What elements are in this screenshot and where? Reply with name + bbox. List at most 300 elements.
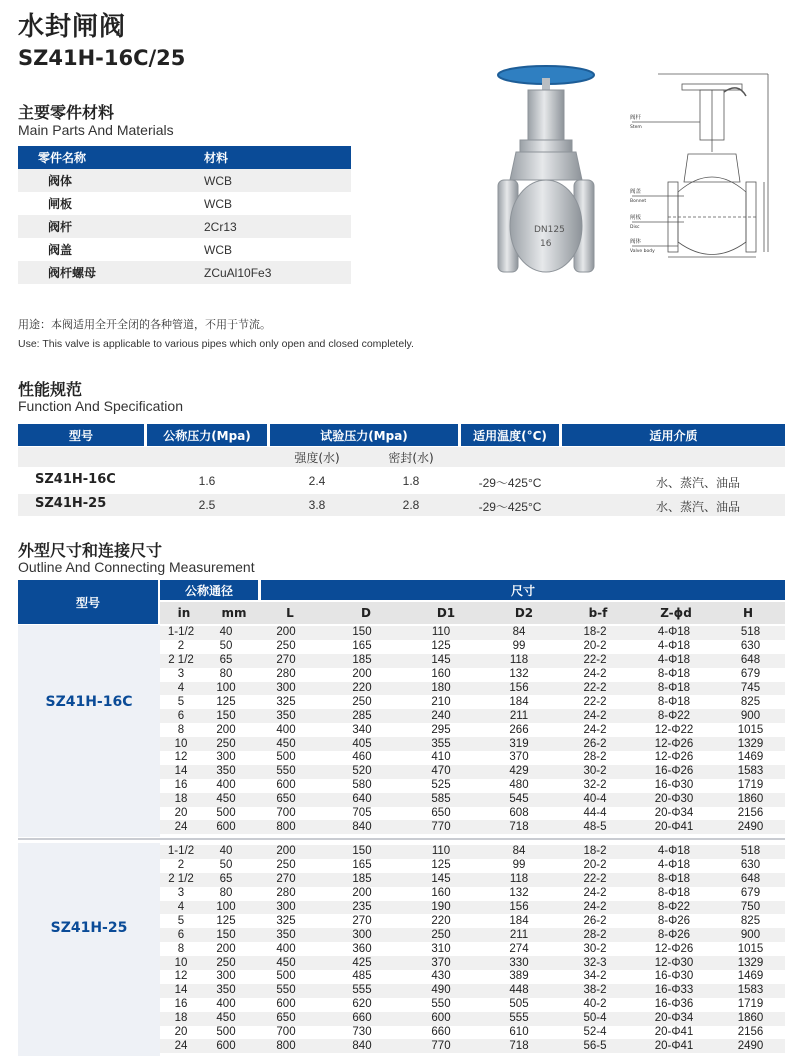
- cell-mm: 300: [216, 751, 236, 764]
- cell-d1: 110: [402, 845, 480, 859]
- cell-h: 825: [740, 695, 761, 708]
- cell-h: 2490: [716, 820, 785, 834]
- cell-l: 500: [276, 751, 296, 764]
- cell-in: 3: [177, 668, 185, 681]
- cell-d2: 211: [480, 709, 558, 723]
- cell-zd: 16-Φ30: [654, 779, 694, 792]
- cell-l: 300: [250, 682, 322, 696]
- cell-d: 705: [352, 807, 372, 820]
- cell-mm: 65: [202, 873, 250, 887]
- cell-h: 1015: [737, 942, 764, 955]
- cell-zd: 20-Φ34: [632, 1012, 716, 1026]
- function-heading-cn: 性能规范: [18, 380, 83, 399]
- cell-in: 18: [160, 1012, 202, 1026]
- cell-l: 300: [250, 901, 322, 915]
- function-heading-en: Function And Specification: [18, 398, 183, 414]
- cell-h: 648: [716, 873, 785, 887]
- outline-model-label: SZ41H-25: [50, 920, 128, 936]
- cell-bf: 30-2: [558, 765, 632, 779]
- cell-d: 730: [352, 1026, 372, 1039]
- cell-h: 1329: [716, 737, 785, 751]
- table-row: [160, 654, 785, 668]
- table-row: [160, 793, 785, 807]
- outline-col-size: 尺寸: [261, 580, 785, 600]
- cell-h: 679: [740, 887, 761, 900]
- cell-mm: 250: [202, 737, 250, 751]
- outline-col-D2: D2: [514, 606, 534, 620]
- cell-mm: 450: [202, 1012, 250, 1026]
- cell-d1: 125: [431, 640, 451, 653]
- table-row: [160, 668, 785, 682]
- usage-cn: 用途：本阀适用全开全闭的各种管道，不用于节流。: [18, 318, 271, 331]
- cell-mm: 500: [216, 1026, 236, 1039]
- cell-d2: 84: [480, 626, 558, 640]
- table-row: [18, 192, 351, 215]
- cell-h: 825: [740, 914, 761, 927]
- cell-bf: 52-4: [583, 1026, 607, 1039]
- cell-in: 16: [174, 779, 188, 792]
- cell-in: 20: [174, 1026, 188, 1039]
- function-temp: -29～425°C: [478, 500, 542, 514]
- cell-bf: 24-2: [558, 709, 632, 723]
- table-row: [160, 887, 785, 901]
- page-title: 水封闸阀: [18, 12, 127, 42]
- cell-d1: 310: [431, 942, 451, 955]
- cell-d2: 545: [480, 793, 558, 807]
- cell-mm: 600: [202, 1039, 250, 1053]
- part-material: 2Cr13: [188, 215, 351, 238]
- cell-mm: 150: [202, 709, 250, 723]
- cell-d: 300: [322, 928, 402, 942]
- cell-mm: 40: [202, 845, 250, 859]
- table-row: [160, 914, 785, 928]
- cell-d: 660: [322, 1012, 402, 1026]
- cell-zd: 8-Φ18: [657, 695, 691, 708]
- cell-l: 400: [276, 723, 296, 736]
- cell-bf: 50-4: [558, 1012, 632, 1026]
- table-row: [160, 956, 785, 970]
- function-seal: 2.8: [402, 498, 420, 512]
- cell-bf: 20-2: [583, 640, 607, 653]
- cell-h: 1583: [716, 984, 785, 998]
- cell-l: 270: [250, 873, 322, 887]
- cell-bf: 24-2: [583, 887, 607, 900]
- cell-mm: 350: [202, 765, 250, 779]
- table-row: [160, 682, 785, 696]
- cell-d1: 550: [431, 998, 451, 1011]
- function-pn: 1.6: [198, 474, 216, 488]
- cell-d: 620: [352, 998, 372, 1011]
- part-name: 阀盖: [48, 243, 73, 257]
- cell-zd: 12-Φ22: [654, 723, 694, 736]
- table-row: [160, 640, 785, 654]
- cell-l: 280: [276, 887, 296, 900]
- cell-in: 4: [160, 901, 202, 915]
- outline-col-bf: b-f: [588, 606, 608, 620]
- cell-l: 450: [250, 737, 322, 751]
- cell-d2: 132: [509, 887, 529, 900]
- cell-zd: 20-Φ30: [632, 793, 716, 807]
- cell-in: 6: [160, 928, 202, 942]
- cell-l: 800: [250, 1039, 322, 1053]
- part-material: ZCuAl10Fe3: [188, 261, 351, 284]
- cell-d2: 132: [509, 668, 529, 681]
- table-row: [18, 494, 785, 516]
- cell-d: 640: [322, 793, 402, 807]
- cell-in: 2 1/2: [160, 873, 202, 887]
- cell-l: 700: [276, 807, 296, 820]
- parts-col-name: 零件名称: [18, 146, 188, 169]
- cell-d1: 160: [431, 668, 451, 681]
- cell-d1: 190: [402, 901, 480, 915]
- cell-d2: 99: [512, 640, 526, 653]
- cell-h: 1860: [716, 1012, 785, 1026]
- cell-d2: 184: [509, 914, 529, 927]
- cell-l: 200: [250, 845, 322, 859]
- cell-bf: 22-2: [558, 873, 632, 887]
- cell-mm: 450: [202, 793, 250, 807]
- parts-heading-cn: 主要零件材料: [18, 103, 115, 122]
- table-row: [160, 751, 785, 765]
- cell-d: 340: [352, 723, 372, 736]
- cell-d2: 211: [480, 928, 558, 942]
- cell-in: 10: [160, 956, 202, 970]
- cell-d1: 660: [431, 1026, 451, 1039]
- cell-bf: 32-3: [558, 956, 632, 970]
- cell-mm: 80: [219, 668, 233, 681]
- page-model-subtitle: SZ41H-16C/25: [18, 46, 186, 70]
- outline-heading-en: Outline And Connecting Measurement: [18, 559, 255, 575]
- part-name: 阀体: [18, 169, 188, 192]
- cell-d1: 250: [402, 928, 480, 942]
- cell-in: 8: [177, 942, 185, 955]
- cell-bf: 44-4: [583, 807, 607, 820]
- cell-h: 1329: [716, 956, 785, 970]
- table-row: [160, 709, 785, 723]
- cell-mm: 100: [202, 682, 250, 696]
- cell-zd: 20-Φ34: [654, 807, 694, 820]
- cell-bf: 26-2: [558, 737, 632, 751]
- cell-h: 648: [716, 654, 785, 668]
- cell-l: 500: [276, 970, 296, 983]
- table-row: [160, 928, 785, 942]
- photo-marking-pn: 16: [540, 239, 552, 249]
- cell-zd: 4-Φ18: [632, 626, 716, 640]
- outline-table-group-1: [160, 626, 785, 834]
- cell-in: 2: [177, 859, 185, 872]
- function-strength: 2.4: [308, 474, 326, 488]
- cell-l: 650: [250, 793, 322, 807]
- cell-d1: 370: [402, 956, 480, 970]
- cell-h: 1719: [737, 779, 764, 792]
- cell-d: 405: [322, 737, 402, 751]
- table-row: [160, 779, 785, 793]
- cell-l: 550: [250, 984, 322, 998]
- cell-h: 1015: [737, 723, 764, 736]
- cell-l: 325: [276, 914, 296, 927]
- cell-d1: 210: [431, 695, 451, 708]
- cell-bf: 18-2: [558, 845, 632, 859]
- cell-d1: 295: [431, 723, 451, 736]
- cell-d1: 600: [402, 1012, 480, 1026]
- function-model: SZ41H-16C: [35, 472, 116, 487]
- cell-mm: 400: [216, 779, 236, 792]
- cell-mm: 500: [216, 807, 236, 820]
- cell-d: 185: [322, 654, 402, 668]
- cell-in: 18: [160, 793, 202, 807]
- drawing-label-disc-en: Disc: [630, 225, 640, 230]
- cell-mm: 300: [216, 970, 236, 983]
- cell-mm: 50: [219, 640, 233, 653]
- cell-d1: 585: [402, 793, 480, 807]
- part-material: WCB: [188, 169, 351, 192]
- cell-bf: 28-2: [583, 751, 607, 764]
- cell-mm: 125: [216, 695, 236, 708]
- function-col-test: 试验压力(Mpa): [270, 424, 458, 446]
- drawing-label-bonnet-en: Bonnet: [630, 199, 647, 204]
- cell-d2: 718: [480, 1039, 558, 1053]
- cell-zd: 4-Φ18: [632, 654, 716, 668]
- function-temp: -29～425°C: [478, 476, 542, 490]
- part-name: 闸板: [48, 197, 73, 211]
- cell-bf: 24-2: [558, 901, 632, 915]
- cell-d2: 370: [509, 751, 529, 764]
- cell-mm: 600: [202, 820, 250, 834]
- cell-d2: 555: [480, 1012, 558, 1026]
- cell-in: 5: [177, 914, 185, 927]
- cell-d: 250: [352, 695, 372, 708]
- cell-d1: 180: [402, 682, 480, 696]
- cell-zd: 4-Φ18: [632, 845, 716, 859]
- cell-mm: 200: [216, 723, 236, 736]
- function-strength: 3.8: [308, 498, 326, 512]
- cell-d1: 525: [431, 779, 451, 792]
- parts-col-material: 材料: [188, 146, 351, 169]
- cell-in: 4: [160, 682, 202, 696]
- cell-d2: 84: [480, 845, 558, 859]
- cell-in: 8: [177, 723, 185, 736]
- table-row: [160, 1026, 785, 1040]
- part-name: 阀杆螺母: [18, 261, 188, 284]
- cell-l: 400: [276, 942, 296, 955]
- cell-d: 555: [322, 984, 402, 998]
- cell-in: 20: [174, 807, 188, 820]
- cell-in: 24: [160, 820, 202, 834]
- table-row: [160, 765, 785, 779]
- cell-d1: 770: [402, 820, 480, 834]
- table-row: [18, 261, 351, 284]
- part-material: WCB: [204, 242, 232, 257]
- table-row: [160, 873, 785, 887]
- cell-zd: 4-Φ18: [657, 859, 691, 872]
- cell-zd: 8-Φ26: [657, 914, 691, 927]
- cell-in: 2: [177, 640, 185, 653]
- function-pn: 2.5: [198, 498, 216, 512]
- cell-in: 1-1/2: [160, 845, 202, 859]
- outline-col-in: in: [177, 606, 191, 620]
- cell-d: 580: [352, 779, 372, 792]
- handle-icon: [724, 88, 746, 96]
- cell-bf: 32-2: [583, 779, 607, 792]
- usage-en: Use: This valve is applicable to various pipes which only open and closed completely.: [18, 338, 414, 350]
- cell-h: 679: [740, 668, 761, 681]
- drawing-label-stem: 阀杆: [630, 115, 642, 121]
- cell-d: 285: [322, 709, 402, 723]
- cell-d1: 240: [402, 709, 480, 723]
- table-row: [160, 737, 785, 751]
- cell-d: 485: [352, 970, 372, 983]
- cell-zd: 20-Φ41: [632, 820, 716, 834]
- cell-l: 450: [250, 956, 322, 970]
- function-sub-strength: 强度(水): [294, 451, 340, 465]
- cell-d1: 145: [402, 654, 480, 668]
- divider: [18, 838, 785, 840]
- cell-d2: 274: [509, 942, 529, 955]
- cell-in: 14: [160, 765, 202, 779]
- function-model: SZ41H-25: [35, 496, 107, 511]
- cell-d2: 184: [509, 695, 529, 708]
- table-row: [160, 998, 785, 1012]
- cell-mm: 150: [202, 928, 250, 942]
- drawing-label-body: 阀体: [630, 239, 642, 245]
- function-seal: 1.8: [402, 474, 420, 488]
- cell-d: 185: [322, 873, 402, 887]
- cell-l: 600: [276, 779, 296, 792]
- cell-mm: 80: [219, 887, 233, 900]
- table-row: [160, 820, 785, 834]
- photo-marking-dn: DN125: [534, 225, 565, 235]
- function-col-temp: 适用温度(°C): [461, 424, 559, 446]
- cell-mm: 250: [202, 956, 250, 970]
- cell-l: 270: [250, 654, 322, 668]
- table-row: [160, 723, 785, 737]
- cell-zd: 8-Φ18: [632, 873, 716, 887]
- cell-d2: 389: [509, 970, 529, 983]
- cell-d2: 118: [480, 654, 558, 668]
- cell-d1: 490: [402, 984, 480, 998]
- cell-l: 350: [250, 709, 322, 723]
- cell-l: 250: [276, 640, 296, 653]
- cell-d1: 650: [431, 807, 451, 820]
- table-row: [18, 169, 351, 192]
- table-row: [160, 942, 785, 956]
- cell-bf: 24-2: [583, 668, 607, 681]
- cell-bf: 48-5: [558, 820, 632, 834]
- cell-in: 12: [174, 751, 188, 764]
- cell-in: 2 1/2: [160, 654, 202, 668]
- cell-in: 16: [174, 998, 188, 1011]
- table-row: [160, 1039, 785, 1053]
- valve-drawing: [628, 62, 776, 262]
- cell-d1: 770: [402, 1039, 480, 1053]
- cell-zd: 16-Φ30: [654, 970, 694, 983]
- table-row: [160, 807, 785, 821]
- cell-bf: 18-2: [558, 626, 632, 640]
- cell-mm: 65: [202, 654, 250, 668]
- cell-h: 745: [716, 682, 785, 696]
- cell-in: 12: [174, 970, 188, 983]
- table-row: [160, 901, 785, 915]
- table-row: [160, 859, 785, 873]
- outline-col-L: L: [286, 606, 294, 620]
- cell-zd: 8-Φ22: [632, 709, 716, 723]
- cell-zd: 12-Φ26: [632, 737, 716, 751]
- cell-l: 600: [276, 998, 296, 1011]
- outline-col-H: H: [742, 606, 754, 620]
- cell-in: 6: [160, 709, 202, 723]
- cell-bf: 22-2: [558, 682, 632, 696]
- cell-h: 518: [716, 626, 785, 640]
- cell-in: 14: [160, 984, 202, 998]
- cell-bf: 38-2: [558, 984, 632, 998]
- parts-table: [18, 146, 351, 284]
- cell-h: 750: [716, 901, 785, 915]
- cell-l: 700: [276, 1026, 296, 1039]
- cell-d2: 330: [480, 956, 558, 970]
- cell-mm: 200: [216, 942, 236, 955]
- cell-d2: 156: [480, 901, 558, 915]
- cell-d: 840: [322, 1039, 402, 1053]
- cell-zd: 16-Φ36: [654, 998, 694, 1011]
- cell-bf: 30-2: [583, 942, 607, 955]
- cell-d: 520: [322, 765, 402, 779]
- cell-h: 1860: [716, 793, 785, 807]
- cell-d1: 110: [402, 626, 480, 640]
- cell-d: 425: [322, 956, 402, 970]
- cell-d: 270: [352, 914, 372, 927]
- drawing-label-bonnet: 阀盖: [630, 189, 642, 195]
- cell-l: 325: [276, 695, 296, 708]
- cell-l: 200: [250, 626, 322, 640]
- cell-d: 360: [352, 942, 372, 955]
- cell-zd: 8-Φ18: [657, 887, 691, 900]
- model-panel: [18, 843, 160, 1056]
- cell-in: 1-1/2: [160, 626, 202, 640]
- cell-d1: 220: [431, 914, 451, 927]
- cell-h: 630: [740, 859, 761, 872]
- cell-d2: 480: [509, 779, 529, 792]
- cell-l: 350: [250, 928, 322, 942]
- cell-bf: 26-2: [583, 914, 607, 927]
- cell-zd: 4-Φ18: [657, 640, 691, 653]
- cell-l: 280: [276, 668, 296, 681]
- table-row: [160, 695, 785, 709]
- cell-d2: 718: [480, 820, 558, 834]
- cell-h: 900: [716, 709, 785, 723]
- cell-zd: 20-Φ41: [632, 1039, 716, 1053]
- table-row: [160, 1012, 785, 1026]
- table-row: [160, 845, 785, 859]
- cell-zd: 20-Φ41: [654, 1026, 694, 1039]
- function-medium: 水、蒸汽、油品: [655, 500, 740, 514]
- cell-d2: 118: [480, 873, 558, 887]
- cell-h: 1583: [716, 765, 785, 779]
- cell-h: 630: [740, 640, 761, 653]
- cell-h: 2490: [716, 1039, 785, 1053]
- table-row: [18, 470, 785, 492]
- cell-bf: 56-5: [558, 1039, 632, 1053]
- cell-d2: 99: [512, 859, 526, 872]
- cell-d2: 448: [480, 984, 558, 998]
- drawing-label-body-en: Valve body: [630, 249, 655, 254]
- drawing-label-disc: 闸板: [630, 215, 642, 221]
- cell-zd: 8-Φ18: [632, 682, 716, 696]
- cell-d2: 266: [509, 723, 529, 736]
- cell-zd: 12-Φ26: [654, 751, 694, 764]
- table-row: [160, 984, 785, 998]
- cell-bf: 22-2: [558, 654, 632, 668]
- parts-heading-en: Main Parts And Materials: [18, 122, 174, 138]
